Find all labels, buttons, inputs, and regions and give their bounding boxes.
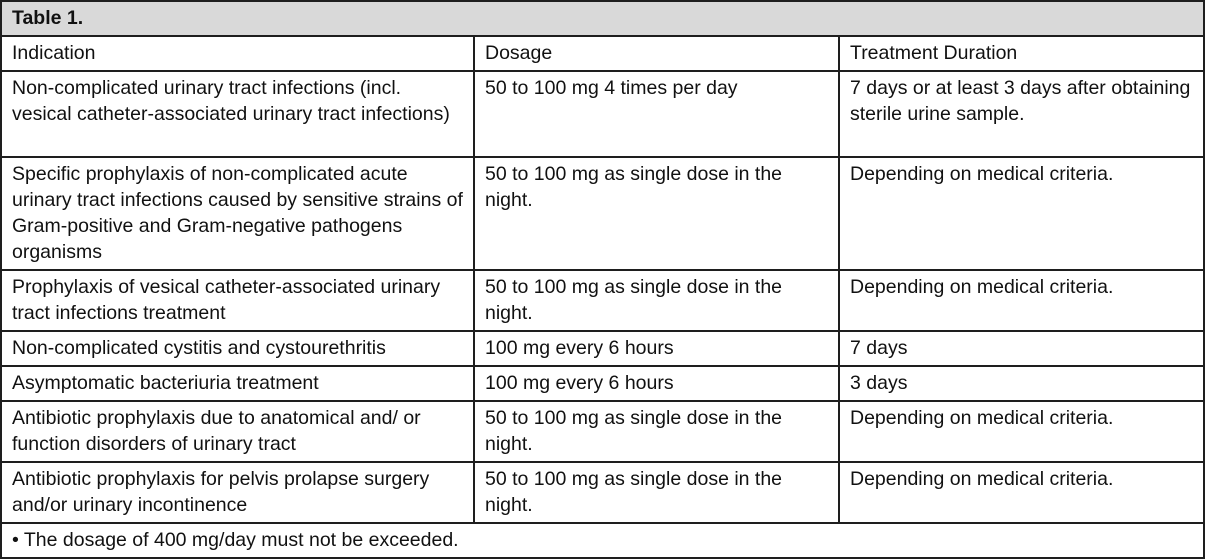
table-row	[1, 331, 1204, 366]
table-header-row	[1, 36, 1204, 71]
table-footnote-row	[1, 523, 1204, 558]
cell-duration: Depending on medical criteria.	[839, 462, 1204, 523]
table-row	[1, 366, 1204, 401]
column-header-dosage: Dosage	[474, 36, 839, 71]
table-footnote: • The dosage of 400 mg/day must not be exceeded.	[1, 523, 1204, 558]
cell-indication: Prophylaxis of vesical catheter-associated urinary tract infections treatment	[1, 270, 474, 331]
table-row	[1, 71, 1204, 157]
cell-dosage: 50 to 100 mg as single dose in the night.	[474, 462, 839, 523]
cell-dosage: 100 mg every 6 hours	[474, 366, 839, 401]
column-header-indication: Indication	[1, 36, 474, 71]
cell-dosage: 100 mg every 6 hours	[474, 331, 839, 366]
cell-indication: Asymptomatic bacteriuria treatment	[1, 366, 474, 401]
cell-duration: Depending on medical criteria.	[839, 157, 1204, 270]
column-header-duration: Treatment Duration	[839, 36, 1204, 71]
cell-dosage: 50 to 100 mg 4 times per day	[474, 71, 839, 157]
cell-dosage: 50 to 100 mg as single dose in the night.	[474, 270, 839, 331]
cell-dosage: 50 to 100 mg as single dose in the night.	[474, 401, 839, 462]
table-title-row	[1, 1, 1204, 36]
cell-indication: Non-complicated urinary tract infections (incl. vesical catheter-associated urinary tract infections)	[1, 71, 474, 157]
cell-indication: Specific prophylaxis of non-complicated acute urinary tract infections caused by sensitive strains of Gram-positive and Gram-negative pathogens organisms	[1, 157, 474, 270]
table-row	[1, 462, 1204, 523]
table-row	[1, 401, 1204, 462]
cell-duration: Depending on medical criteria.	[839, 270, 1204, 331]
cell-duration: Depending on medical criteria.	[839, 401, 1204, 462]
table-row	[1, 270, 1204, 331]
cell-duration: 3 days	[839, 366, 1204, 401]
cell-indication: Antibiotic prophylaxis for pelvis prolapse surgery and/or urinary incontinence	[1, 462, 474, 523]
cell-dosage: 50 to 100 mg as single dose in the night.	[474, 157, 839, 270]
cell-duration: 7 days	[839, 331, 1204, 366]
cell-duration: 7 days or at least 3 days after obtaining sterile urine sample.	[839, 71, 1204, 157]
table-row	[1, 157, 1204, 270]
cell-indication: Antibiotic prophylaxis due to anatomical and/ or function disorders of urinary tract	[1, 401, 474, 462]
cell-indication: Non-complicated cystitis and cystourethritis	[1, 331, 474, 366]
table-title: Table 1.	[1, 1, 1204, 36]
